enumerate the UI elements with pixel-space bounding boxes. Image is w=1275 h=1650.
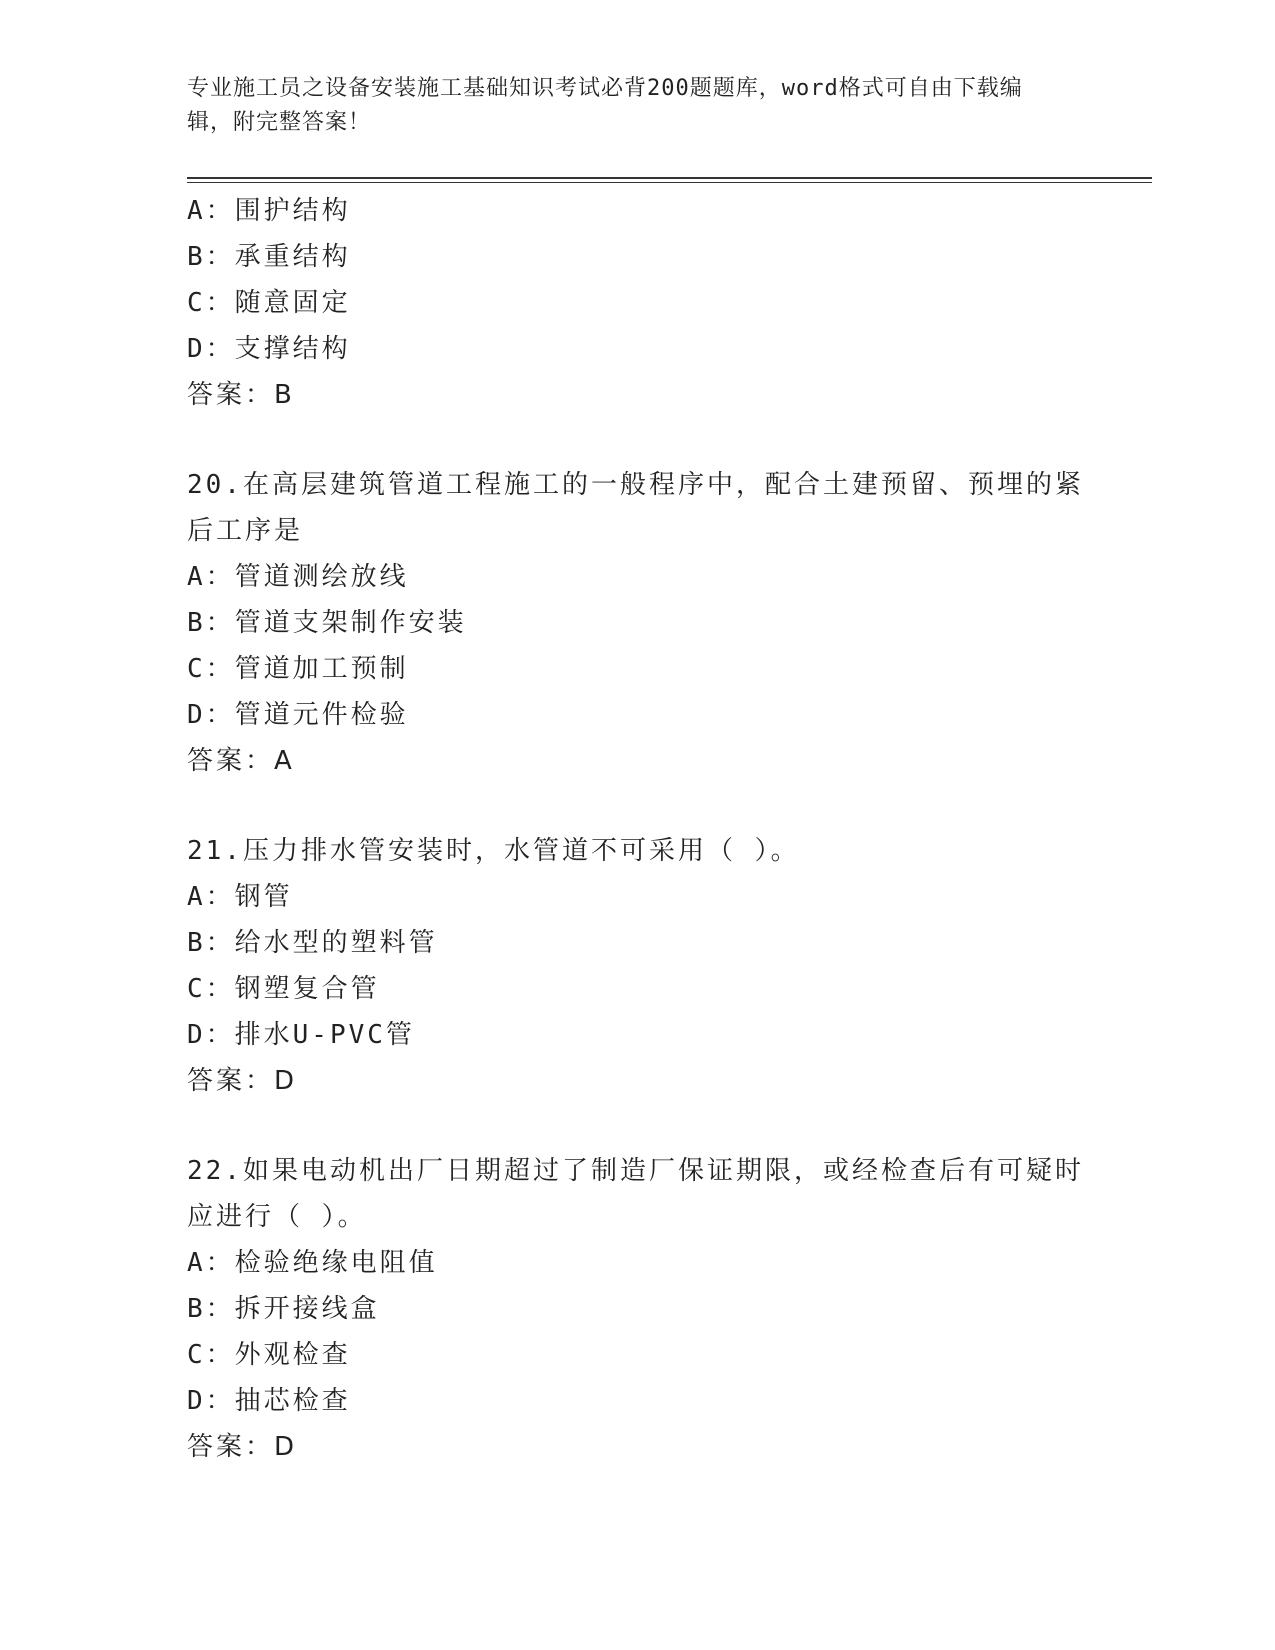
question-22-block — [187, 1148, 1087, 1470]
question-stem-line: 22.如果电动机出厂日期超过了制造厂保证期限，或经检查后有可疑时 — [187, 1156, 1084, 1186]
question-stem-line: 21.压力排水管安装时，水管道不可采用（ ）。 — [187, 836, 800, 866]
question-list — [187, 188, 1087, 1470]
option-b: B：拆开接线盒 — [187, 1294, 380, 1324]
option-c: C：钢塑复合管 — [187, 974, 380, 1004]
question-stem-line: 应进行（ ）。 — [187, 1202, 367, 1232]
option-a: A：管道测绘放线 — [187, 562, 409, 592]
answer-label: 答案：A — [187, 746, 295, 776]
question-spacer — [187, 418, 1087, 462]
answer-label: 答案：D — [187, 1432, 298, 1462]
header-divider-thin — [187, 182, 1152, 183]
option-d: D：管道元件检验 — [187, 700, 409, 730]
question-spacer — [187, 1104, 1087, 1148]
option-c: C：管道加工预制 — [187, 654, 409, 684]
option-a: A：钢管 — [187, 882, 293, 912]
question-20-block — [187, 462, 1087, 784]
option-d: D：支撑结构 — [187, 334, 351, 364]
option-d: D：排水U-PVC管 — [187, 1020, 415, 1050]
option-a: A：围护结构 — [187, 196, 351, 226]
option-b: B：给水型的塑料管 — [187, 928, 438, 958]
option-b: B：承重结构 — [187, 242, 351, 272]
document-header: 专业施工员之设备安装施工基础知识考试必背200题题库，word格式可自由下载编辑，附完整答案！ — [187, 76, 1023, 135]
header-divider-thick — [187, 177, 1152, 179]
question-stem-line: 后工序是 — [187, 516, 304, 546]
question-stem-line: 20.在高层建筑管道工程施工的一般程序中，配合土建预留、预埋的紧 — [187, 470, 1084, 500]
option-d: D：抽芯检查 — [187, 1386, 351, 1416]
option-c: C：随意固定 — [187, 288, 351, 318]
question-19-block — [187, 188, 1087, 418]
option-b: B：管道支架制作安装 — [187, 608, 467, 638]
option-c: C：外观检查 — [187, 1340, 351, 1370]
question-spacer — [187, 784, 1087, 828]
answer-label: 答案：D — [187, 1066, 298, 1096]
answer-label: 答案：B — [187, 380, 295, 410]
option-a: A：检验绝缘电阻值 — [187, 1248, 438, 1278]
question-21-block — [187, 828, 1087, 1104]
